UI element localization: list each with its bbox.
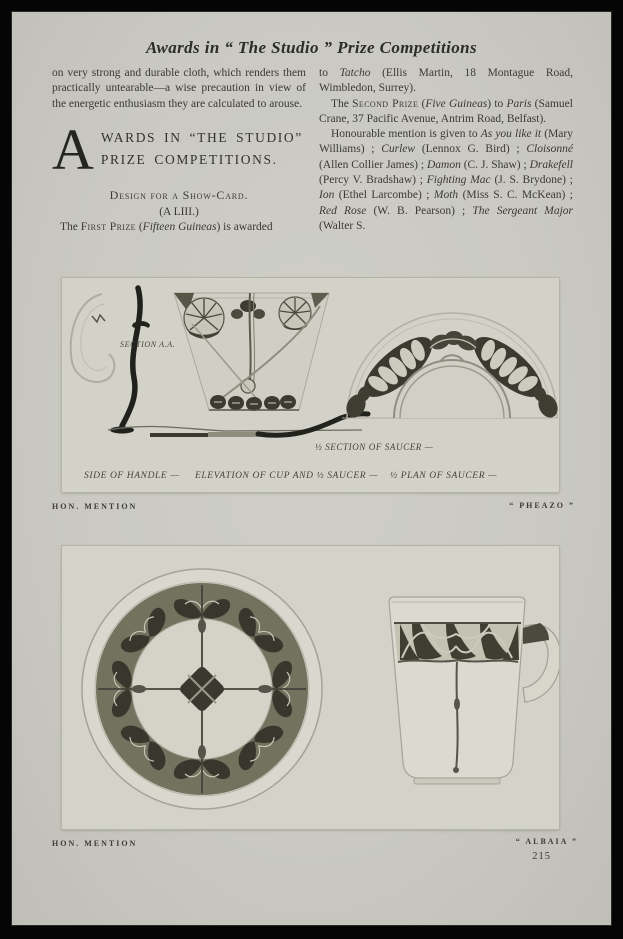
paragraph-winner: to Tatcho (Ellis Martin, 18 Montague Road, Wimbledon, Surrey). xyxy=(319,67,573,95)
heading-line-2: PRIZE COMPETITIONS. xyxy=(100,151,278,167)
plate-mug-illustration xyxy=(62,546,559,829)
label-half-section-of-saucer: ½ SECTION OF SAUCER — xyxy=(315,442,434,452)
label-section-aa: SECTION A.A. xyxy=(120,340,176,349)
label-elevation-of-cup: ELEVATION OF CUP AND ½ SAUCER — xyxy=(195,471,379,481)
label-side-of-handle: SIDE OF HANDLE — xyxy=(84,471,180,481)
figure1-caption-pseudonym: “ PHEAZO ” xyxy=(509,501,575,510)
article-heading xyxy=(52,116,306,182)
cup-saucer-design-illustration xyxy=(62,278,559,492)
heading-line-1: WARDS IN “THE STUDIO” xyxy=(100,129,303,145)
paragraph-honourable-mentions: Honourable mention is given to As you like it (Mary Williams) ; Curlew (Lennox G. Bird) ; Cloisonné (Allen Collier James) ; Damon (C. J. Shaw) ; Drakefell (Percy V. Bradshaw) ; Fighting Mac (J. S. Brydone) ; Ion (Ethel Larcombe) ; Moth (Miss S. C. McKean) ; Red Rose (W. B. Pearson) ; The Sergeant Major (Walter S. xyxy=(319,128,574,232)
mug-decorative-band xyxy=(394,622,521,662)
page-title: Awards in “ The Studio ” Prize Competitions xyxy=(146,38,477,57)
figure2-caption-hon-mention: HON. MENTION xyxy=(52,839,138,848)
plate-plan-view xyxy=(82,569,322,809)
paragraph-second-prize: The Second Prize (Five Guineas) to Paris (Samuel Crane, 37 Pacific Avenue, Antrim Road, Belfast). xyxy=(319,97,573,125)
label-half-plan-of-saucer: ½ PLAN OF SAUCER — xyxy=(390,471,498,481)
figure-plate-mug-photo xyxy=(62,546,559,829)
figure2-caption-pseudonym: “ ALBAIA ” xyxy=(515,837,578,846)
magazine-page xyxy=(12,12,611,925)
drop-cap: A xyxy=(52,116,94,182)
text-columns xyxy=(52,66,573,236)
competition-code: (A LIII.) xyxy=(159,206,199,219)
first-prize-line: The First Prize (Fifteen Guineas) is awarded xyxy=(60,221,273,234)
competition-subheading: Design for a Show-Card. xyxy=(109,187,249,202)
figure1-caption-hon-mention: HON. MENTION xyxy=(52,502,138,511)
left-column xyxy=(52,66,306,236)
figure-cup-saucer-drawing xyxy=(62,278,559,492)
intro-paragraph: on very strong and durable cloth, which renders them practically untearable—a wise precaution in view of the energetic enthusiasm they are calculated to arouse. xyxy=(52,67,306,110)
right-column xyxy=(319,66,573,236)
page-number: 215 xyxy=(532,851,551,862)
